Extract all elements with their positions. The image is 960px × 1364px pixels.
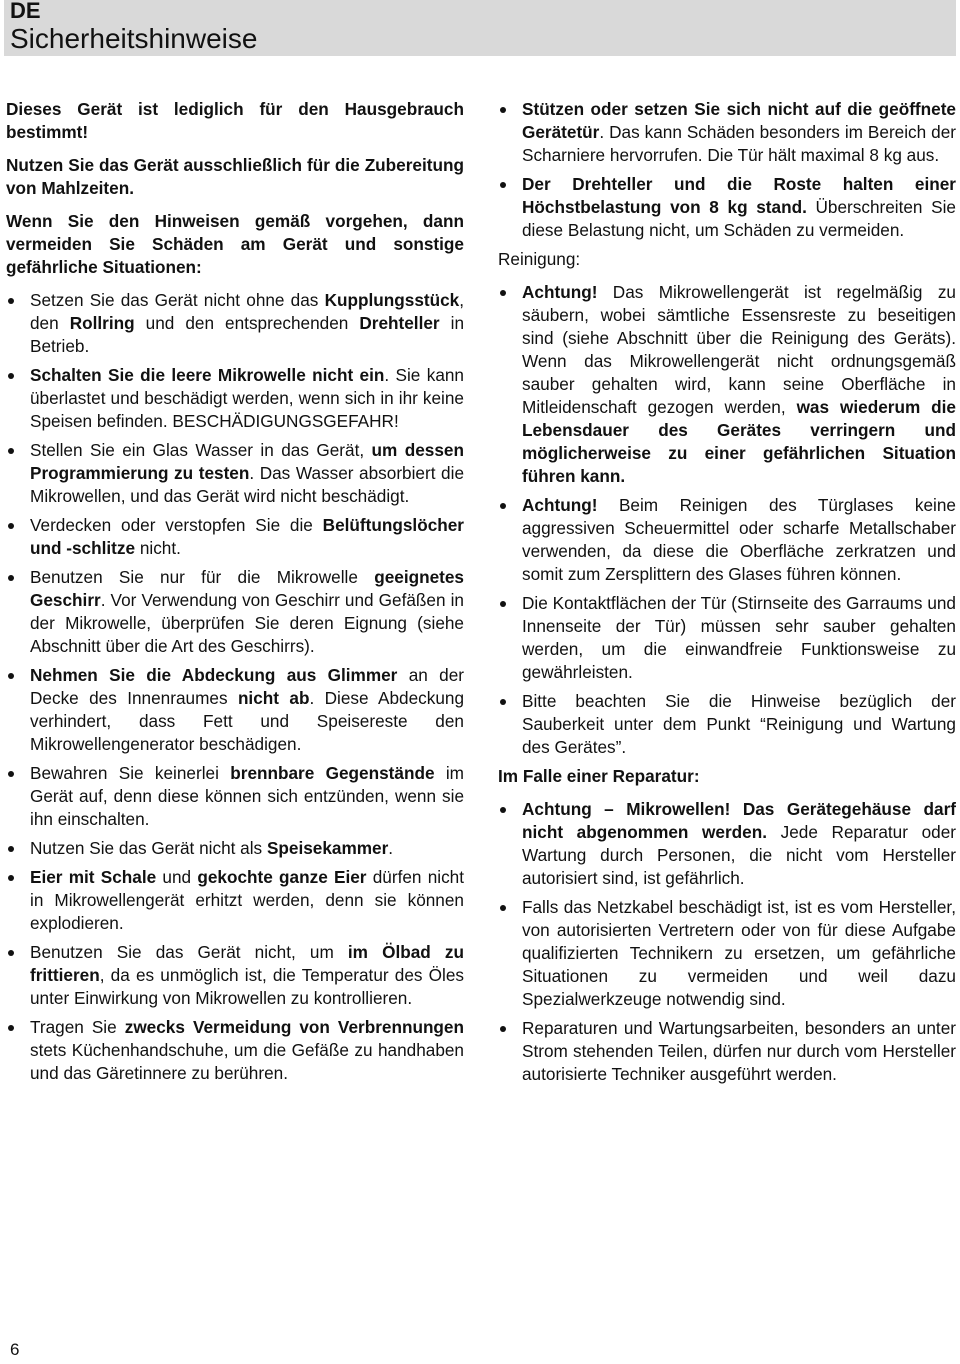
body-text: . Das Wasser absorbiert die Mikrowellen, und das Gerät wird nicht beschädigt. (30, 463, 464, 506)
body-text: . Das kann Schäden besonders im Bereich der Scharniere hervorrufen. Die Tür hält maximal 8 kg aus. (522, 122, 956, 165)
body-text: , den (30, 290, 464, 333)
list-item (498, 1017, 956, 1086)
list-item (6, 941, 464, 1010)
emphasis-text: Achtung! (522, 282, 598, 302)
body-text: stets Küchenhandschuhe, um die Gefäße zu handhaben und das Gäretinnere zu berühren. (30, 1040, 464, 1083)
safety-list-left (6, 289, 464, 1085)
body-text: Reparaturen und Wartungsarbeiten, besonders an unter Strom stehenden Teilen, dürfen nur durch vom Hersteller autorisierte Techniker ausgeführt werden. (522, 1018, 956, 1084)
body-text: und den entsprechenden (134, 313, 360, 333)
emphasis-text: Rollring (69, 313, 135, 333)
language-code: DE (10, 0, 41, 23)
body-text: Benutzen Sie nur für die Mikrowelle (30, 567, 375, 587)
list-item (6, 762, 464, 831)
body-text: . Vor Verwendung von Geschirr und Gefäßen in der Mikrowelle, überprüfen Sie deren Eignung (siehe Abschnitt über die Art des Geschirrs). (30, 590, 464, 656)
body-text: Jede Reparatur oder Wartung durch Personen, die nicht vom Hersteller autorisiert sind, ist gefährlich. (522, 822, 956, 888)
list-item (498, 98, 956, 167)
body-text: dürfen nicht in Mikrowellengerät erhitzt werden, denn sie können explodieren. (30, 867, 465, 933)
body-text: und (156, 867, 198, 887)
body-text: . (388, 838, 394, 858)
body-text: Nutzen Sie das Gerät nicht als (30, 838, 267, 858)
body-text: Tragen Sie (30, 1017, 125, 1037)
repair-list (498, 798, 956, 1086)
body-text: im Gerät auf, denn diese können sich entzünden, wenn sie ihn einschalten. (30, 763, 464, 829)
emphasis-text: geeignetes Geschirr (30, 567, 464, 610)
list-item (498, 896, 956, 1011)
body-text: an der Decke des Innenraumes (30, 665, 464, 708)
list-item (6, 1016, 464, 1085)
emphasis-text: Schalten Sie die leere Mikrowelle nicht ein (30, 365, 385, 385)
list-item (498, 798, 956, 890)
heading-repair: Im Falle einer Reparatur: (498, 766, 700, 786)
body-text: Die Kontaktflächen der Tür (Stirnseite des Garraums und Innenseite der Tür) müssen sehr sauber gehalten werden, um die einwandfreie Funktionsweise zu gewährleisten. (522, 593, 956, 682)
emphasis-text: Der Drehteller und die Roste halten einer Höchstbelastung von 8 kg stand. (522, 174, 956, 217)
body-text: Bewahren Sie keinerlei (30, 763, 231, 783)
right-column (498, 98, 956, 1092)
emphasis-text: brennbare Gegenstände (230, 763, 435, 783)
emphasis-text: Drehteller (359, 313, 440, 333)
emphasis-text: im Ölbad zu frittieren (30, 942, 464, 985)
list-item (6, 837, 464, 860)
emphasis-text: zwecks Vermeidung von Verbrennungen (124, 1017, 464, 1037)
intro-household: Dieses Gerät ist lediglich für den Hausgebrauch bestimmt! (6, 99, 464, 142)
heading-cleaning: Reinigung: (498, 249, 581, 269)
list-item (6, 866, 464, 935)
emphasis-text: was wiederum die Lebensdauer des Gerätes verringern und möglicherweise zu einer gefährlichen Situation führen kann. (522, 397, 956, 486)
page-header (4, 0, 956, 56)
emphasis-text: Nehmen Sie die Abdeckung aus Glimmer (30, 665, 398, 685)
body-text: nicht. (135, 538, 181, 558)
left-column (6, 98, 464, 1091)
safety-list-right (498, 98, 956, 242)
body-text: Verdecken oder verstopfen Sie die (30, 515, 323, 535)
list-item (6, 439, 464, 508)
emphasis-text: Achtung! (522, 495, 598, 515)
list-item (498, 592, 956, 684)
list-item (6, 364, 464, 433)
body-text: Bitte beachten Sie die Hinweise bezüglich der Sauberkeit unter dem Punkt “Reinigung und Wartung des Gerätes”. (522, 691, 956, 757)
body-text: . Sie kann überlastet und beschädigt werden, wenn sich in ihr keine Speisen befinden. BESCHÄDIGUNGSGEFAHR! (30, 365, 464, 431)
emphasis-text: Belüftungslöcher und -schlitze (30, 515, 464, 558)
emphasis-text: Eier mit Schale (30, 867, 157, 887)
intro-meals: Nutzen Sie das Gerät ausschließlich für die Zubereitung von Mahlzeiten. (6, 155, 464, 198)
emphasis-text: gekochte ganze Eier (197, 867, 367, 887)
emphasis-text: Kupplungsstück (324, 290, 460, 310)
list-item (498, 173, 956, 242)
intro-instructions: Wenn Sie den Hinweisen gemäß vorgehen, dann vermeiden Sie Schäden am Gerät und sonstige gefährliche Situationen: (6, 211, 464, 277)
page-title: Sicherheitshinweise (10, 23, 258, 54)
body-text: , da es unmöglich ist, die Temperatur des Öles unter Einwirkung von Mikrowellen zu kontrollieren. (30, 965, 464, 1008)
list-item (498, 494, 956, 586)
emphasis-text: Stützen oder setzen Sie sich nicht auf die geöffnete Gerätetür (522, 99, 956, 142)
page-number: 6 (10, 1340, 20, 1359)
list-item (6, 664, 464, 756)
body-text: Überschreiten Sie diese Belastung nicht, um Schäden zu vermeiden. (522, 197, 956, 240)
list-item (6, 514, 464, 560)
body-text: in Betrieb. (30, 313, 465, 356)
emphasis-text: Achtung – Mikrowellen! Das Gerätegehäuse darf nicht abgenommen werden. (522, 799, 956, 842)
body-text: Falls das Netzkabel beschädigt ist, ist es vom Hersteller, von autorisierten Vertretern oder von für diese Aufgabe qualifizierten Technikern zu ersetzen, um gefährliche Situationen zu vermeiden und weil dazu Spezialwerkzeuge notwendig sind. (522, 897, 956, 1009)
body-text: Beim Reinigen des Türglases keine aggressiven Scheuermittel oder scharfe Metallschaber verwenden, da diese die Oberfläche zerkratzen und somit zum Zersplittern des Glases führen können. (522, 495, 956, 584)
list-item (498, 281, 956, 488)
body-text: Stellen Sie ein Glas Wasser in das Gerät, (30, 440, 372, 460)
emphasis-text: nicht ab (237, 688, 310, 708)
body-text: . Diese Abdeckung verhindert, dass Fett und Speisereste den Mikrowellengenerator beschädigen. (30, 688, 465, 754)
list-item (6, 289, 464, 358)
cleaning-list (498, 281, 956, 759)
list-item (6, 566, 464, 658)
body-text: Benutzen Sie das Gerät nicht, um (30, 942, 348, 962)
list-item (498, 690, 956, 759)
emphasis-text: Speisekammer (266, 838, 389, 858)
emphasis-text: um dessen Programmierung zu testen (30, 440, 464, 483)
body-text: Setzen Sie das Gerät nicht ohne das (30, 290, 325, 310)
body-text: Das Mikrowellengerät ist regelmäßig zu säubern, wobei sämtliche Essensreste zu beseitigen sind (siehe Abschnitt über die Reinigung des Geräts). Wenn das Mikrowellengerät nicht ordnungsgemäß sauber gehalten wird, kann seine Oberfläche in Mitleidenschaft gezogen werden, (522, 282, 956, 417)
